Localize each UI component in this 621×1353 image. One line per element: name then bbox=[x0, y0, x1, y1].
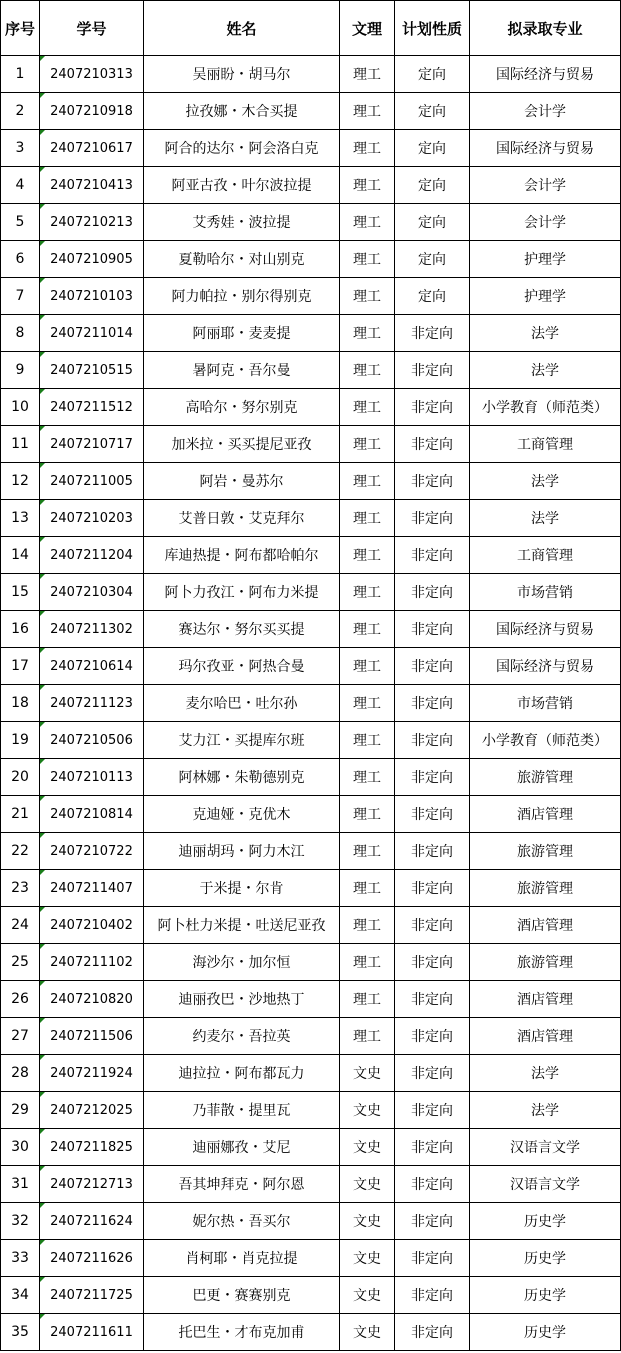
cell-major: 法学 bbox=[470, 1055, 621, 1092]
cell-major: 历史学 bbox=[470, 1240, 621, 1277]
cell-name: 阿合的达尔・阿会洛白克 bbox=[144, 130, 340, 167]
cell-student-id: 2407210717 bbox=[40, 426, 144, 463]
cell-major: 国际经济与贸易 bbox=[470, 648, 621, 685]
cell-name: 玛尔孜亚・阿热合曼 bbox=[144, 648, 340, 685]
cell-index: 35 bbox=[1, 1314, 40, 1351]
table-row bbox=[1, 1092, 621, 1129]
cell-track: 理工 bbox=[340, 611, 395, 648]
cell-index: 17 bbox=[1, 648, 40, 685]
cell-name: 克迪娅・克优木 bbox=[144, 796, 340, 833]
cell-index: 15 bbox=[1, 574, 40, 611]
cell-index: 26 bbox=[1, 981, 40, 1018]
table-row bbox=[1, 1203, 621, 1240]
cell-major: 工商管理 bbox=[470, 426, 621, 463]
cell-track: 文史 bbox=[340, 1055, 395, 1092]
table-row bbox=[1, 130, 621, 167]
table-row bbox=[1, 56, 621, 93]
cell-index: 24 bbox=[1, 907, 40, 944]
table-row bbox=[1, 648, 621, 685]
header-row bbox=[1, 1, 621, 56]
cell-major: 市场营销 bbox=[470, 574, 621, 611]
cell-plan-type: 非定向 bbox=[395, 426, 470, 463]
cell-index: 3 bbox=[1, 130, 40, 167]
cell-track: 理工 bbox=[340, 574, 395, 611]
cell-student-id: 2407210614 bbox=[40, 648, 144, 685]
cell-student-id: 2407210313 bbox=[40, 56, 144, 93]
table-row bbox=[1, 574, 621, 611]
cell-index: 1 bbox=[1, 56, 40, 93]
cell-track: 理工 bbox=[340, 648, 395, 685]
cell-name: 海沙尔・加尔恒 bbox=[144, 944, 340, 981]
cell-student-id: 2407211014 bbox=[40, 315, 144, 352]
cell-index: 10 bbox=[1, 389, 40, 426]
cell-track: 理工 bbox=[340, 130, 395, 167]
table-row bbox=[1, 870, 621, 907]
cell-major: 小学教育（师范类） bbox=[470, 389, 621, 426]
cell-student-id: 2407210203 bbox=[40, 500, 144, 537]
cell-track: 理工 bbox=[340, 500, 395, 537]
header-track: 文理 bbox=[340, 1, 395, 56]
cell-track: 理工 bbox=[340, 167, 395, 204]
cell-index: 6 bbox=[1, 241, 40, 278]
cell-major: 法学 bbox=[470, 463, 621, 500]
cell-index: 2 bbox=[1, 93, 40, 130]
cell-plan-type: 非定向 bbox=[395, 1055, 470, 1092]
cell-student-id: 2407210103 bbox=[40, 278, 144, 315]
cell-index: 21 bbox=[1, 796, 40, 833]
cell-name: 赛达尔・努尔买买提 bbox=[144, 611, 340, 648]
cell-student-id: 2407210617 bbox=[40, 130, 144, 167]
cell-plan-type: 非定向 bbox=[395, 1240, 470, 1277]
cell-plan-type: 非定向 bbox=[395, 833, 470, 870]
cell-major: 护理学 bbox=[470, 241, 621, 278]
cell-name: 麦尔哈巴・吐尔孙 bbox=[144, 685, 340, 722]
cell-plan-type: 定向 bbox=[395, 56, 470, 93]
cell-student-id: 2407211005 bbox=[40, 463, 144, 500]
cell-student-id: 2407211407 bbox=[40, 870, 144, 907]
cell-major: 小学教育（师范类） bbox=[470, 722, 621, 759]
cell-track: 理工 bbox=[340, 315, 395, 352]
cell-plan-type: 非定向 bbox=[395, 463, 470, 500]
cell-name: 夏勒哈尔・对山别克 bbox=[144, 241, 340, 278]
cell-plan-type: 非定向 bbox=[395, 574, 470, 611]
cell-major: 历史学 bbox=[470, 1277, 621, 1314]
cell-student-id: 2407211825 bbox=[40, 1129, 144, 1166]
cell-student-id: 2407210304 bbox=[40, 574, 144, 611]
cell-track: 理工 bbox=[340, 93, 395, 130]
cell-plan-type: 非定向 bbox=[395, 944, 470, 981]
cell-major: 法学 bbox=[470, 500, 621, 537]
table-row bbox=[1, 93, 621, 130]
cell-track: 理工 bbox=[340, 833, 395, 870]
cell-major: 法学 bbox=[470, 315, 621, 352]
table-row bbox=[1, 1129, 621, 1166]
cell-major: 酒店管理 bbox=[470, 796, 621, 833]
cell-name: 阿卜杜力米提・吐送尼亚孜 bbox=[144, 907, 340, 944]
cell-track: 理工 bbox=[340, 241, 395, 278]
cell-track: 理工 bbox=[340, 685, 395, 722]
cell-plan-type: 定向 bbox=[395, 241, 470, 278]
cell-name: 艾秀娃・波拉提 bbox=[144, 204, 340, 241]
cell-plan-type: 非定向 bbox=[395, 1203, 470, 1240]
table-row bbox=[1, 537, 621, 574]
cell-major: 旅游管理 bbox=[470, 944, 621, 981]
cell-name: 肖柯耶・肖克拉提 bbox=[144, 1240, 340, 1277]
table-row bbox=[1, 1240, 621, 1277]
cell-track: 文史 bbox=[340, 1314, 395, 1351]
cell-plan-type: 定向 bbox=[395, 204, 470, 241]
table-row bbox=[1, 1314, 621, 1351]
cell-name: 阿卜力孜江・阿布力米提 bbox=[144, 574, 340, 611]
table-body bbox=[1, 56, 621, 1351]
cell-index: 9 bbox=[1, 352, 40, 389]
cell-index: 18 bbox=[1, 685, 40, 722]
cell-major: 汉语言文学 bbox=[470, 1166, 621, 1203]
cell-name: 妮尔热・吾买尔 bbox=[144, 1203, 340, 1240]
cell-student-id: 2407210515 bbox=[40, 352, 144, 389]
cell-plan-type: 非定向 bbox=[395, 1314, 470, 1351]
cell-student-id: 2407212025 bbox=[40, 1092, 144, 1129]
table-row bbox=[1, 944, 621, 981]
table-row bbox=[1, 426, 621, 463]
cell-track: 理工 bbox=[340, 796, 395, 833]
cell-track: 理工 bbox=[340, 204, 395, 241]
table-row bbox=[1, 907, 621, 944]
cell-plan-type: 非定向 bbox=[395, 1129, 470, 1166]
table-row bbox=[1, 1055, 621, 1092]
cell-major: 历史学 bbox=[470, 1314, 621, 1351]
cell-index: 31 bbox=[1, 1166, 40, 1203]
cell-name: 阿岩・曼苏尔 bbox=[144, 463, 340, 500]
cell-plan-type: 定向 bbox=[395, 93, 470, 130]
cell-plan-type: 非定向 bbox=[395, 500, 470, 537]
cell-student-id: 2407211102 bbox=[40, 944, 144, 981]
cell-student-id: 2407211924 bbox=[40, 1055, 144, 1092]
table-row bbox=[1, 1018, 621, 1055]
cell-major: 市场营销 bbox=[470, 685, 621, 722]
cell-index: 8 bbox=[1, 315, 40, 352]
table-row bbox=[1, 611, 621, 648]
cell-plan-type: 定向 bbox=[395, 167, 470, 204]
cell-track: 理工 bbox=[340, 722, 395, 759]
cell-plan-type: 非定向 bbox=[395, 537, 470, 574]
table-row bbox=[1, 1166, 621, 1203]
cell-name: 约麦尔・吾拉英 bbox=[144, 1018, 340, 1055]
cell-student-id: 2407210506 bbox=[40, 722, 144, 759]
cell-plan-type: 非定向 bbox=[395, 722, 470, 759]
cell-index: 25 bbox=[1, 944, 40, 981]
cell-track: 理工 bbox=[340, 981, 395, 1018]
cell-student-id: 2407210402 bbox=[40, 907, 144, 944]
cell-student-id: 2407210113 bbox=[40, 759, 144, 796]
cell-index: 7 bbox=[1, 278, 40, 315]
cell-name: 迪丽娜孜・艾尼 bbox=[144, 1129, 340, 1166]
cell-plan-type: 非定向 bbox=[395, 1166, 470, 1203]
cell-major: 酒店管理 bbox=[470, 1018, 621, 1055]
cell-major: 护理学 bbox=[470, 278, 621, 315]
cell-student-id: 2407211123 bbox=[40, 685, 144, 722]
cell-student-id: 2407211506 bbox=[40, 1018, 144, 1055]
cell-name: 高哈尔・努尔别克 bbox=[144, 389, 340, 426]
cell-name: 于米提・尔肯 bbox=[144, 870, 340, 907]
cell-name: 阿林娜・朱勒德别克 bbox=[144, 759, 340, 796]
cell-plan-type: 非定向 bbox=[395, 352, 470, 389]
cell-track: 文史 bbox=[340, 1129, 395, 1166]
cell-major: 国际经济与贸易 bbox=[470, 56, 621, 93]
table-row bbox=[1, 463, 621, 500]
cell-index: 29 bbox=[1, 1092, 40, 1129]
cell-index: 34 bbox=[1, 1277, 40, 1314]
cell-plan-type: 非定向 bbox=[395, 1092, 470, 1129]
cell-index: 22 bbox=[1, 833, 40, 870]
cell-name: 阿力帕拉・别尔得别克 bbox=[144, 278, 340, 315]
table-row bbox=[1, 167, 621, 204]
cell-student-id: 2407210918 bbox=[40, 93, 144, 130]
cell-major: 工商管理 bbox=[470, 537, 621, 574]
cell-student-id: 2407212713 bbox=[40, 1166, 144, 1203]
table-row bbox=[1, 204, 621, 241]
cell-plan-type: 定向 bbox=[395, 130, 470, 167]
cell-student-id: 2407210820 bbox=[40, 981, 144, 1018]
cell-name: 迪丽胡玛・阿力木江 bbox=[144, 833, 340, 870]
cell-name: 库迪热提・阿布都哈帕尔 bbox=[144, 537, 340, 574]
cell-major: 法学 bbox=[470, 1092, 621, 1129]
cell-name: 迪拉拉・阿布都瓦力 bbox=[144, 1055, 340, 1092]
cell-track: 理工 bbox=[340, 907, 395, 944]
cell-track: 文史 bbox=[340, 1240, 395, 1277]
cell-student-id: 2407211302 bbox=[40, 611, 144, 648]
cell-student-id: 2407210213 bbox=[40, 204, 144, 241]
cell-track: 理工 bbox=[340, 278, 395, 315]
cell-track: 理工 bbox=[340, 426, 395, 463]
cell-name: 迪丽孜巴・沙地热丁 bbox=[144, 981, 340, 1018]
table-row bbox=[1, 759, 621, 796]
table-row bbox=[1, 278, 621, 315]
cell-student-id: 2407211626 bbox=[40, 1240, 144, 1277]
cell-track: 理工 bbox=[340, 537, 395, 574]
cell-plan-type: 非定向 bbox=[395, 1018, 470, 1055]
table-row bbox=[1, 352, 621, 389]
table-row bbox=[1, 981, 621, 1018]
cell-plan-type: 非定向 bbox=[395, 759, 470, 796]
cell-student-id: 2407211512 bbox=[40, 389, 144, 426]
cell-index: 33 bbox=[1, 1240, 40, 1277]
cell-index: 27 bbox=[1, 1018, 40, 1055]
cell-plan-type: 非定向 bbox=[395, 685, 470, 722]
cell-track: 理工 bbox=[340, 870, 395, 907]
cell-major: 国际经济与贸易 bbox=[470, 130, 621, 167]
cell-plan-type: 定向 bbox=[395, 278, 470, 315]
cell-track: 理工 bbox=[340, 463, 395, 500]
header-plan-type: 计划性质 bbox=[395, 1, 470, 56]
cell-index: 16 bbox=[1, 611, 40, 648]
cell-name: 阿亚古孜・叶尔波拉提 bbox=[144, 167, 340, 204]
cell-name: 巴更・赛赛别克 bbox=[144, 1277, 340, 1314]
cell-name: 艾力江・买提库尔班 bbox=[144, 722, 340, 759]
table-row bbox=[1, 315, 621, 352]
cell-index: 4 bbox=[1, 167, 40, 204]
cell-track: 理工 bbox=[340, 389, 395, 426]
cell-name: 艾普日敦・艾克拜尔 bbox=[144, 500, 340, 537]
table-row bbox=[1, 796, 621, 833]
cell-track: 文史 bbox=[340, 1166, 395, 1203]
cell-index: 11 bbox=[1, 426, 40, 463]
cell-major: 酒店管理 bbox=[470, 981, 621, 1018]
cell-index: 19 bbox=[1, 722, 40, 759]
cell-plan-type: 非定向 bbox=[395, 907, 470, 944]
table-row bbox=[1, 389, 621, 426]
cell-major: 会计学 bbox=[470, 93, 621, 130]
cell-plan-type: 非定向 bbox=[395, 389, 470, 426]
cell-index: 5 bbox=[1, 204, 40, 241]
table-row bbox=[1, 1277, 621, 1314]
cell-name: 阿丽耶・麦麦提 bbox=[144, 315, 340, 352]
cell-index: 28 bbox=[1, 1055, 40, 1092]
cell-track: 理工 bbox=[340, 759, 395, 796]
cell-name: 拉孜娜・木合买提 bbox=[144, 93, 340, 130]
cell-plan-type: 非定向 bbox=[395, 981, 470, 1018]
cell-plan-type: 非定向 bbox=[395, 870, 470, 907]
cell-major: 国际经济与贸易 bbox=[470, 611, 621, 648]
cell-plan-type: 非定向 bbox=[395, 1277, 470, 1314]
cell-major: 酒店管理 bbox=[470, 907, 621, 944]
cell-track: 文史 bbox=[340, 1203, 395, 1240]
cell-major: 旅游管理 bbox=[470, 833, 621, 870]
cell-name: 暑阿克・吾尔曼 bbox=[144, 352, 340, 389]
cell-major: 会计学 bbox=[470, 167, 621, 204]
cell-track: 文史 bbox=[340, 1277, 395, 1314]
cell-student-id: 2407210722 bbox=[40, 833, 144, 870]
cell-track: 理工 bbox=[340, 944, 395, 981]
cell-name: 吴丽盼・胡马尔 bbox=[144, 56, 340, 93]
cell-plan-type: 非定向 bbox=[395, 315, 470, 352]
cell-index: 14 bbox=[1, 537, 40, 574]
cell-student-id: 2407211611 bbox=[40, 1314, 144, 1351]
cell-major: 会计学 bbox=[470, 204, 621, 241]
cell-name: 乃菲散・提里瓦 bbox=[144, 1092, 340, 1129]
cell-major: 历史学 bbox=[470, 1203, 621, 1240]
header-index: 序号 bbox=[1, 1, 40, 56]
cell-student-id: 2407211725 bbox=[40, 1277, 144, 1314]
cell-major: 法学 bbox=[470, 352, 621, 389]
cell-student-id: 2407211204 bbox=[40, 537, 144, 574]
cell-student-id: 2407210905 bbox=[40, 241, 144, 278]
cell-name: 吾其坤拜克・阿尔恩 bbox=[144, 1166, 340, 1203]
cell-student-id: 2407210814 bbox=[40, 796, 144, 833]
header-student-id: 学号 bbox=[40, 1, 144, 56]
cell-index: 12 bbox=[1, 463, 40, 500]
header-name: 姓名 bbox=[144, 1, 340, 56]
table-row bbox=[1, 241, 621, 278]
cell-track: 理工 bbox=[340, 56, 395, 93]
cell-track: 理工 bbox=[340, 1018, 395, 1055]
cell-plan-type: 非定向 bbox=[395, 796, 470, 833]
cell-index: 13 bbox=[1, 500, 40, 537]
table-row bbox=[1, 833, 621, 870]
cell-index: 30 bbox=[1, 1129, 40, 1166]
table-row bbox=[1, 500, 621, 537]
cell-major: 旅游管理 bbox=[470, 870, 621, 907]
table-row bbox=[1, 722, 621, 759]
cell-major: 旅游管理 bbox=[470, 759, 621, 796]
cell-track: 理工 bbox=[340, 352, 395, 389]
header-major: 拟录取专业 bbox=[470, 1, 621, 56]
cell-student-id: 2407210413 bbox=[40, 167, 144, 204]
cell-name: 托巴生・才布克加甫 bbox=[144, 1314, 340, 1351]
table-row bbox=[1, 685, 621, 722]
cell-index: 20 bbox=[1, 759, 40, 796]
cell-major: 汉语言文学 bbox=[470, 1129, 621, 1166]
cell-plan-type: 非定向 bbox=[395, 611, 470, 648]
cell-name: 加米拉・买买提尼亚孜 bbox=[144, 426, 340, 463]
cell-index: 32 bbox=[1, 1203, 40, 1240]
cell-index: 23 bbox=[1, 870, 40, 907]
cell-plan-type: 非定向 bbox=[395, 648, 470, 685]
cell-track: 文史 bbox=[340, 1092, 395, 1129]
cell-student-id: 2407211624 bbox=[40, 1203, 144, 1240]
